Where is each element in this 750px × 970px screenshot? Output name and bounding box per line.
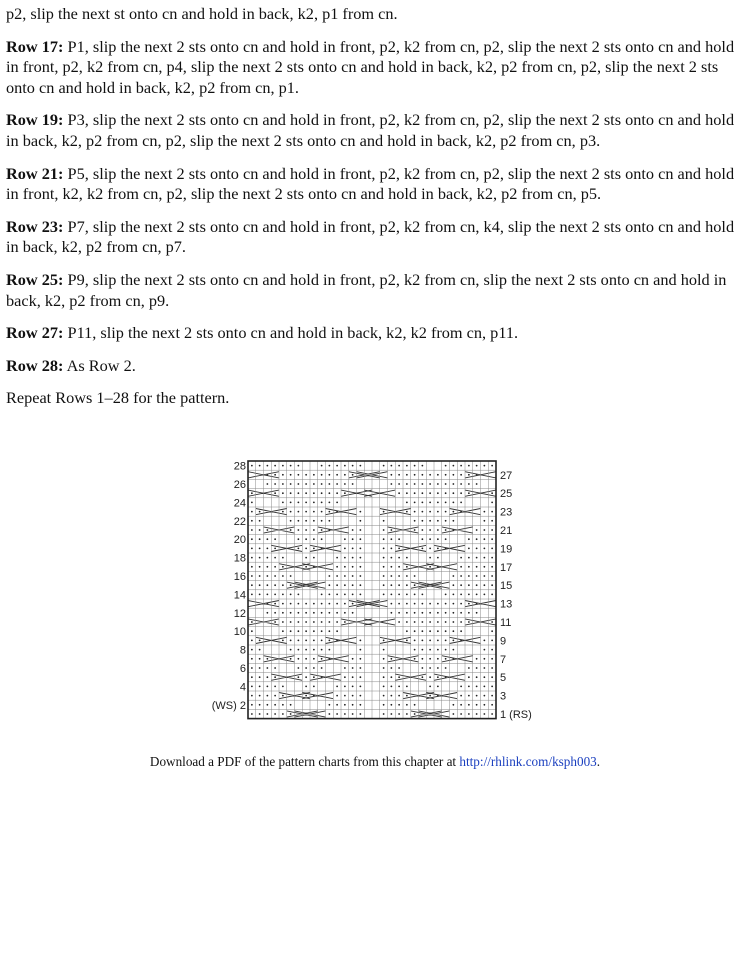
row-label: Row 28: xyxy=(6,355,64,375)
row-21-instruction xyxy=(6,164,744,205)
row-label-right: 25 xyxy=(500,488,513,501)
row-25-instruction xyxy=(6,270,744,311)
row-19-instruction xyxy=(6,110,744,151)
row-label-right: 23 xyxy=(500,506,513,519)
pattern-instructions xyxy=(6,4,744,421)
row-label-right: 19 xyxy=(500,543,513,556)
row-27-instruction xyxy=(6,323,744,344)
row-text: P11, slip the next 2 sts onto cn and hold in back, k2, k2 from cn, p11. xyxy=(67,323,519,343)
instruction-continuation: p2, slip the next st onto cn and hold in back, k2, p1 from cn. xyxy=(6,4,398,23)
row-28-instruction xyxy=(6,356,744,377)
row-label: Row 19: xyxy=(6,110,64,130)
row-23-instruction xyxy=(6,217,744,258)
row-label-left: 20 xyxy=(233,534,246,547)
row-text: P5, slip the next 2 sts onto cn and hold in front, p2, k2 from cn, p2, slip the next 2 sts onto cn and hold in front, k2, k2 from cn, p2, slip the next 2 sts onto cn and hold in back, k2, p2 from cn, p5. xyxy=(6,163,735,204)
caption-text: Download a PDF of the pattern charts from this chapter at xyxy=(149,754,460,769)
row-label-left: 14 xyxy=(233,589,246,602)
row-label: Row 25: xyxy=(6,269,64,289)
row-label-left: 10 xyxy=(233,626,246,639)
row-text: P7, slip the next 2 sts onto cn and hold in front, p2, k2 from cn, k4, slip the next 2 sts onto cn and hold in back, k2, p2 from cn, p7. xyxy=(6,216,735,257)
row-label-left: 28 xyxy=(233,460,246,473)
row-label: Row 23: xyxy=(6,216,64,236)
row-label-right: 17 xyxy=(500,561,513,574)
download-caption xyxy=(0,754,750,770)
pdf-download-link[interactable]: http://rhlink.com/ksph003 xyxy=(459,754,597,769)
cable-stitch-chart xyxy=(205,458,550,743)
row-label-left: 18 xyxy=(233,552,246,565)
row-label-right: 11 xyxy=(500,617,512,629)
row-label-left: 8 xyxy=(239,644,246,657)
row-label: Row 27: xyxy=(6,323,64,343)
row-label-right: 1 (RS) xyxy=(500,709,532,721)
chart-grid xyxy=(205,458,550,743)
row-label-left: (WS) 2 xyxy=(211,699,246,712)
row-label-right: 15 xyxy=(500,580,513,593)
row-label-right: 13 xyxy=(500,598,513,611)
row-label-right: 5 xyxy=(500,672,507,685)
row-label-right: 21 xyxy=(500,525,513,537)
row-label: Row 21: xyxy=(6,163,64,183)
row-17-instruction xyxy=(6,37,744,99)
row-label-left: 12 xyxy=(233,607,246,620)
row-label-left: 16 xyxy=(233,571,246,583)
row-label-left: 26 xyxy=(233,479,246,491)
row-label-left: 6 xyxy=(239,663,246,675)
row-text: P1, slip the next 2 sts onto cn and hold in front, p2, k2 from cn, p2, slip the next 2 sts onto cn and hold in front, p2, k2 from cn, p4, slip the next 2 sts onto cn and hold in back, k2, p2 from cn, p2, slip the next 2 sts onto cn and hold in back, k2, p2 from cn, p1. xyxy=(6,36,735,97)
row-label-left: 4 xyxy=(239,681,246,694)
row-label: Row 17: xyxy=(6,36,64,56)
row-label-right: 27 xyxy=(500,469,513,482)
row-label-left: 22 xyxy=(233,515,246,528)
caption-end: . xyxy=(596,754,601,769)
row-text: P3, slip the next 2 sts onto cn and hold in front, p2, k2 from cn, p2, slip the next 2 sts onto cn and hold in back, k2, p2 from cn, p2, slip the next 2 sts onto cn and hold in back, k2, p2 from cn, p3. xyxy=(6,110,735,150)
row-text: P9, slip the next 2 sts onto cn and hold in front, p2, k2 from cn, slip the next 2 sts onto cn and hold in back, k2, p2 from cn, p9. xyxy=(6,269,727,310)
repeat-note: Repeat Rows 1–28 for the pattern. xyxy=(6,388,230,408)
row-label-right: 3 xyxy=(500,690,507,703)
row-label-right: 9 xyxy=(500,635,507,648)
row-label-left: 24 xyxy=(233,497,246,510)
row-label-right: 7 xyxy=(500,653,507,666)
row-text: As Row 2. xyxy=(66,355,136,375)
